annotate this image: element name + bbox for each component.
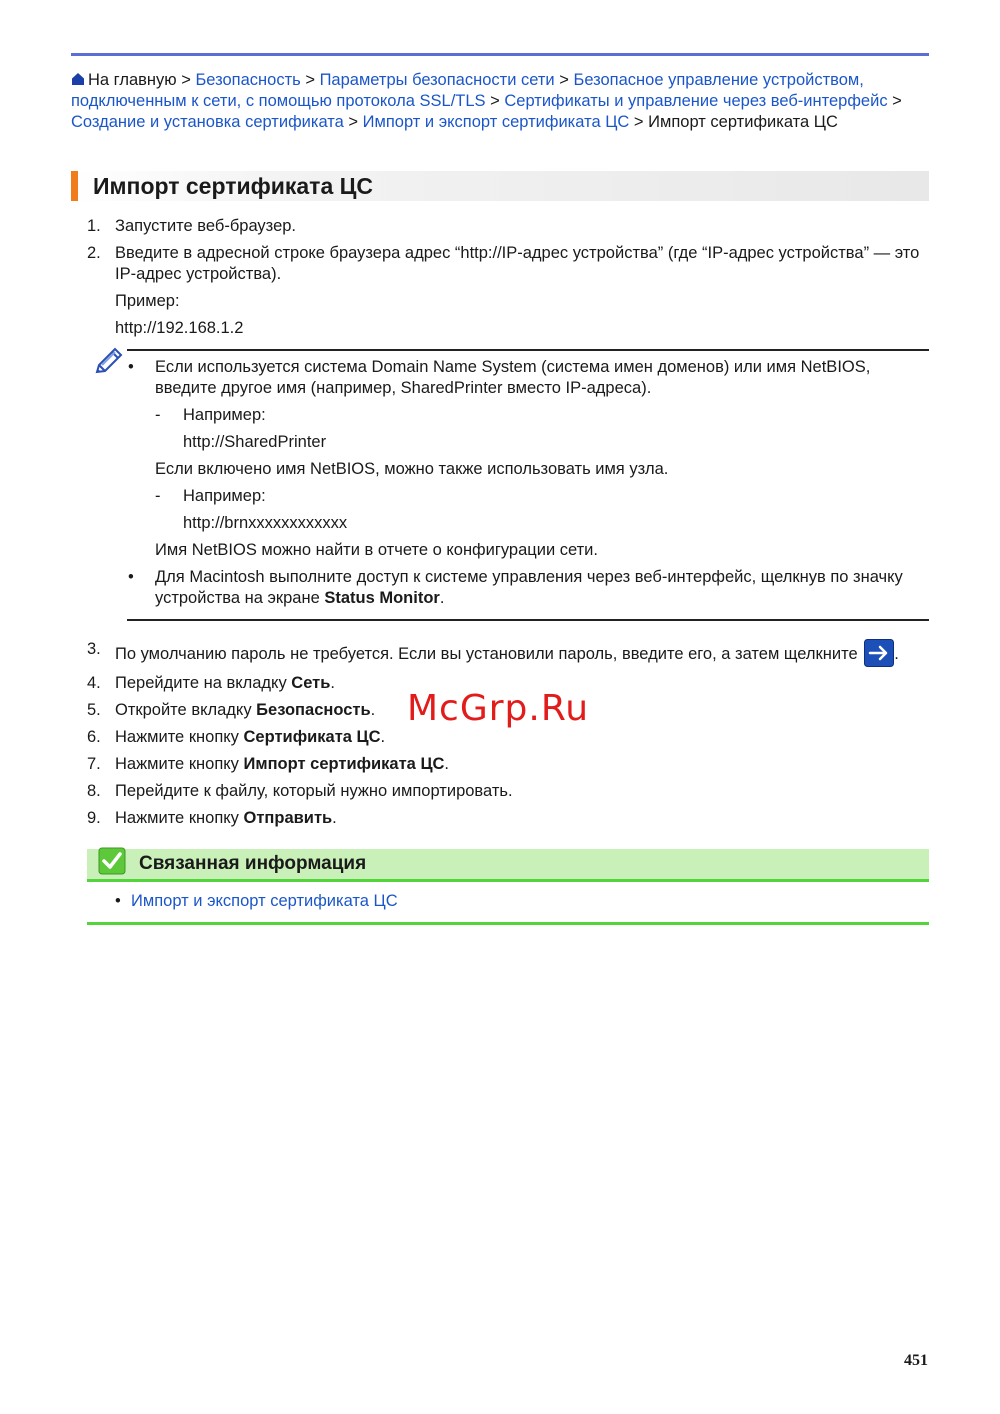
note-bullet-2: • Для Macintosh выполните доступ к системе управления через веб-интерфейс, щелкнув по значку устройства на экране Status Monitor.	[128, 568, 903, 607]
pencil-icon	[91, 345, 125, 379]
breadcrumb-link-import-export[interactable]: Импорт и экспорт сертификата ЦС	[362, 113, 630, 131]
related-list: • Импорт и экспорт сертификата ЦС	[115, 892, 398, 910]
top-rule	[71, 53, 929, 56]
step-3: 3. По умолчанию пароль не требуется. Если вы установили пароль, введите его, а затем щелкните .	[87, 639, 929, 667]
title-bar	[71, 171, 929, 201]
arrow-right-icon[interactable]	[864, 639, 894, 667]
note-example-1: - Например:	[155, 406, 266, 424]
checkmark-icon	[98, 847, 126, 875]
breadcrumb-link-ssl-tls[interactable]: Безопасное управление устройством, подключенным к сети, с помощью протокола SSL/TLS	[71, 71, 864, 110]
step-5: 5. Откройте вкладку Безопасность.	[87, 701, 376, 719]
related-bottom-rule	[87, 922, 929, 925]
watermark: McGrp.Ru	[407, 688, 590, 729]
steps-list	[87, 216, 929, 835]
note-block	[87, 349, 929, 621]
breadcrumb-link-certificates[interactable]: Сертификаты и управление через веб-интерфейс	[504, 92, 888, 110]
step-7: 7. Нажмите кнопку Импорт сертификата ЦС.	[87, 755, 450, 773]
note-bullet-1: • Если используется система Domain Name System (система имен доменов) или имя NetBIOS, введите другое имя (например, SharedPrinter вместо IP-адреса).	[128, 358, 871, 397]
step-1: 1. Запустите веб-браузер.	[87, 217, 297, 235]
example-label: Пример:	[115, 292, 180, 310]
breadcrumb-link-network-security[interactable]: Параметры безопасности сети	[319, 71, 555, 89]
step-2: 2. Введите в адресной строке браузера адрес “http://IP-адрес устройства” (где “IP-адрес устройства” — это IP-адрес устройства). Пример: http://192.168.1.2	[87, 243, 929, 339]
note-netbios-text: Если включено имя NetBIOS, можно также использовать имя узла.	[155, 460, 669, 478]
step-8: 8. Перейдите к файлу, который нужно импортировать.	[87, 782, 513, 800]
breadcrumb: На главную > Безопасность > Параметры безопасности сети > Безопасное управление устройством, подключенным к сети, с помощью протокола SSL/TLS > Сертификаты и управление через веб-интерфейс > Создание и установка сертификата > Импорт и экспорт сертификата ЦС > Импорт сертификата ЦС	[71, 71, 902, 131]
step-6: 6. Нажмите кнопку Сертификата ЦС.	[87, 728, 386, 746]
related-link-import-export[interactable]: Импорт и экспорт сертификата ЦС	[131, 892, 398, 910]
page-title: Импорт сертификата ЦС	[93, 173, 374, 199]
step-4: 4. Перейдите на вкладку Сеть.	[87, 674, 335, 692]
breadcrumb-home: На главную	[88, 71, 177, 89]
note-box	[127, 349, 929, 621]
note-example-1-url: http://SharedPrinter	[183, 433, 327, 451]
example-url: http://192.168.1.2	[115, 319, 244, 337]
page-number: 451	[904, 1352, 928, 1369]
breadcrumb-link-create-install[interactable]: Создание и установка сертификата	[71, 113, 344, 131]
title-accent-mark	[71, 171, 78, 201]
related-info-title: Связанная информация	[139, 853, 367, 874]
breadcrumb-link-security[interactable]: Безопасность	[195, 71, 301, 89]
step-9: 9. Нажмите кнопку Отправить.	[87, 809, 337, 827]
note-find-text: Имя NetBIOS можно найти в отчете о конфигурации сети.	[155, 541, 598, 559]
related-info	[87, 849, 929, 925]
note-example-2-url: http://brnxxxxxxxxxxxx	[183, 514, 348, 532]
breadcrumb-current: Импорт сертификата ЦС	[648, 113, 838, 131]
related-info-header	[87, 849, 929, 882]
home-icon[interactable]	[71, 72, 85, 86]
note-example-2: - Например:	[155, 487, 266, 505]
